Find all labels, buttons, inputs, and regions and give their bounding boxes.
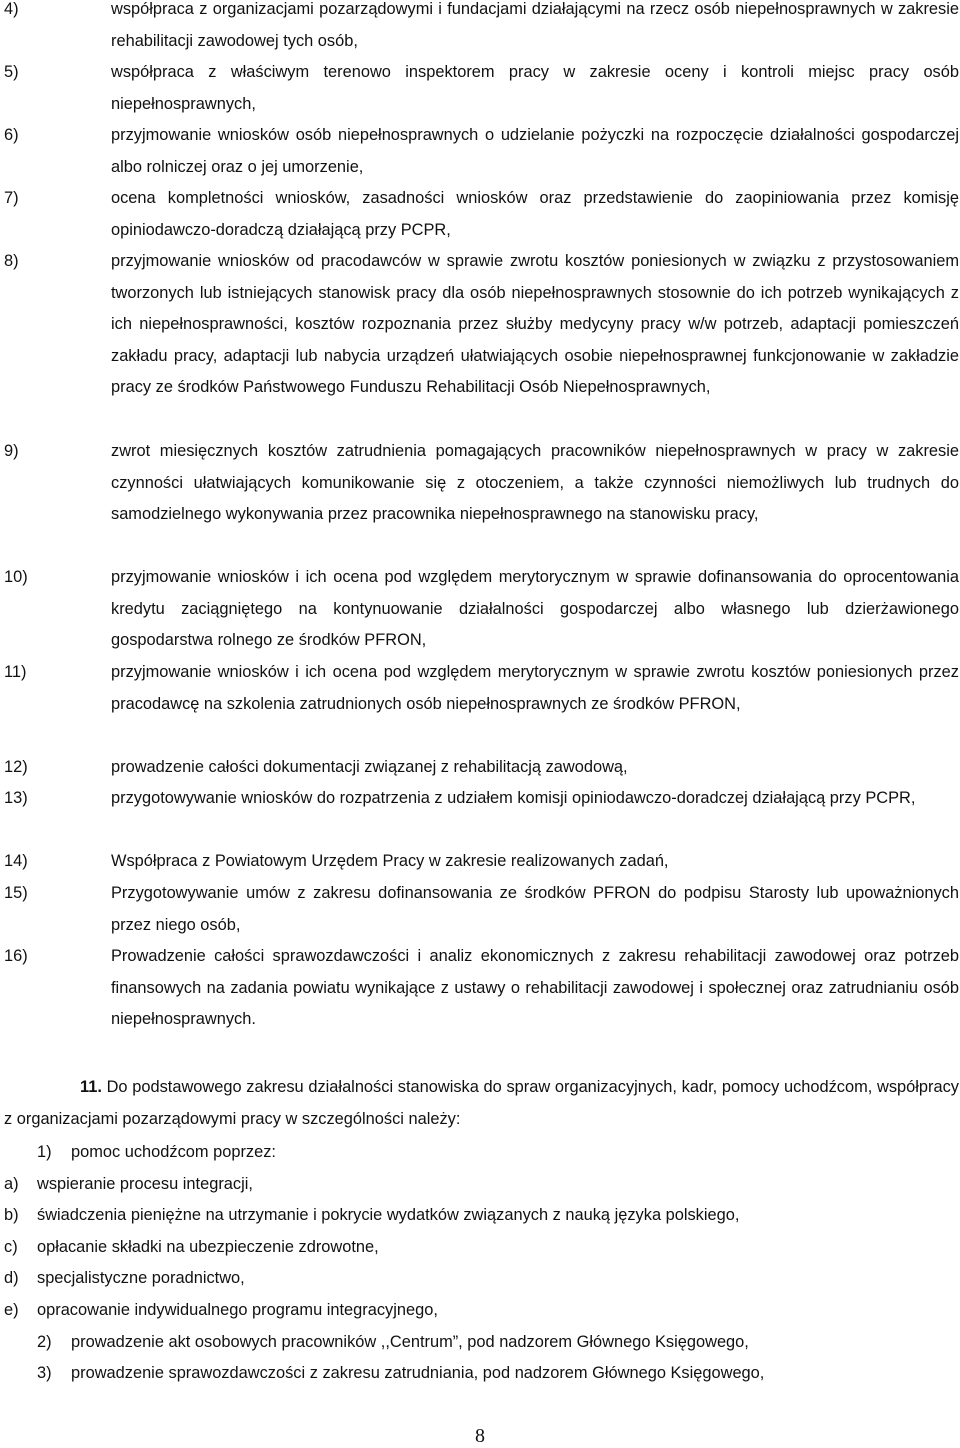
letter-text: opracowanie indywidualnego programu integracyjnego,: [37, 1301, 438, 1319]
item-number: 14): [4, 852, 28, 870]
item-number: 11): [4, 663, 27, 681]
letter-text: specjalistyczne poradnictwo,: [37, 1269, 245, 1287]
item-text: ocena kompletności wniosków, zasadności wniosków oraz przedstawienie do zaopiniowania przez komisję opiniodawczo-doradczą działającą przy PCPR,: [111, 189, 959, 239]
section-text: Do podstawowego zakresu działalności stanowiska do spraw organizacyjnych, kadr, pomocy uchodźcom, współpracy z organizacjami pozarządowymi pracy w szczególności należy:: [4, 1078, 959, 1128]
item-text: przyjmowanie wniosków osób niepełnosprawnych o udzielanie pożyczki na rozpoczęcie działalności gospodarczej albo rolniczej oraz o jej umorzenie,: [111, 126, 959, 176]
letter-text: świadczenia pieniężne na utrzymanie i pokrycie wydatków związanych z nauką języka polskiego,: [37, 1206, 740, 1224]
item-number: 13): [4, 789, 28, 807]
page-number: 8: [475, 1425, 485, 1447]
item-text: przygotowywanie wniosków do rozpatrzenia z udziałem komisji opiniodawczo-doradczej działającą przy PCPR,: [111, 789, 916, 807]
letter-text: wspieranie procesu integracji,: [37, 1175, 253, 1193]
item-number: 8): [4, 252, 19, 270]
item-text: zwrot miesięcznych kosztów zatrudnienia pomagających pracowników niepełnosprawnych w pracy w zakresie czynności ułatwiających komunikowanie się z otoczeniem, a także czynności niemożliwych lub trudnych do samodzielnego wykonywania przez pracownika niepełnosprawnego na stanowisku pracy,: [111, 442, 959, 523]
letter-item: [4, 1295, 959, 1326]
sub-item: [37, 1137, 276, 1168]
sub-item-text: pomoc uchodźcom poprzez:: [71, 1143, 276, 1161]
letter-item: [4, 1263, 959, 1294]
sub-item-number: 1): [37, 1143, 52, 1161]
item-number: 12): [4, 758, 28, 776]
item-number: 16): [4, 947, 28, 965]
section-paragraph: [4, 1071, 959, 1135]
item-number: 4): [4, 0, 19, 18]
letter-label: c): [4, 1238, 18, 1256]
sub-item-number: 2): [37, 1333, 52, 1351]
letter-item: [4, 1232, 959, 1263]
item-text: przyjmowanie wniosków i ich ocena pod względem merytorycznym w sprawie dofinansowania do oprocentowania kredytu zaciągniętego na kontynuowanie działalności gospodarczej albo własnego lub dzierżawionego gospodarstwa rolnego ze środków PFRON,: [111, 568, 959, 649]
letter-label: e): [4, 1301, 19, 1319]
section-number: 11.: [80, 1078, 102, 1096]
sub-item: [37, 1327, 749, 1358]
item-number: 6): [4, 126, 19, 144]
item-text: współpraca z właściwym terenowo inspektorem pracy w zakresie oceny i kontroli miejsc pracy osób niepełnosprawnych,: [111, 63, 959, 113]
item-text: przyjmowanie wniosków od pracodawców w sprawie zwrotu kosztów poniesionych w związku z przystosowaniem tworzonych lub istniejących stanowisk pracy dla osób niepełnosprawnych stosownie do ich potrzeb wynikających z ich niepełnosprawności, kosztów rozpoznania przez służby medycyny pracy w/w potrzeb, adaptacji pomieszczeń zakładu pracy, adaptacji lub nabycia urządzeń ułatwiających osobie niepełnosprawnej funkcjonowanie w zakładzie pracy ze środków Państwowego Funduszu Rehabilitacji Osób Niepełnosprawnych,: [111, 252, 959, 396]
item-text: Przygotowywanie umów z zakresu dofinansowania ze środków PFRON do podpisu Starosty lub upoważnionych przez niego osób,: [111, 884, 959, 934]
item-number: 7): [4, 189, 19, 207]
item-text: współpraca z organizacjami pozarządowymi i fundacjami działającymi na rzecz osób niepełnosprawnych w zakresie rehabilitacji zawodowej tych osób,: [111, 0, 959, 50]
item-text: Prowadzenie całości sprawozdawczości i analiz ekonomicznych z zakresu rehabilitacji zawodowej oraz potrzeb finansowych na zadania powiatu wynikające z ustawy o rehabilitacji zawodowej i społecznej oraz zatrudnianiu osób niepełnosprawnych.: [111, 947, 959, 1028]
sub-item-number: 3): [37, 1364, 52, 1382]
sub-item-text: prowadzenie sprawozdawczości z zakresu zatrudniania, pod nadzorem Głównego Księgowego,: [71, 1364, 765, 1382]
letter-label: d): [4, 1269, 19, 1287]
item-text: prowadzenie całości dokumentacji związanej z rehabilitacją zawodową,: [111, 758, 628, 776]
letter-text: opłacanie składki na ubezpieczenie zdrowotne,: [37, 1238, 379, 1256]
item-number: 5): [4, 63, 19, 81]
letter-label: b): [4, 1206, 19, 1224]
item-text: Współpraca z Powiatowym Urzędem Pracy w zakresie realizowanych zadań,: [111, 852, 669, 870]
letter-label: a): [4, 1175, 19, 1193]
item-number: 15): [4, 884, 28, 902]
item-text: przyjmowanie wniosków i ich ocena pod względem merytorycznym w sprawie zwrotu kosztów poniesionych przez pracodawcę na szkolenia zatrudnionych osób niepełnosprawnych ze środków PFRON,: [111, 663, 959, 713]
sub-item: [37, 1358, 764, 1389]
sub-item-text: prowadzenie akt osobowych pracowników ,,Centrum”, pod nadzorem Głównego Księgowego,: [71, 1333, 749, 1351]
item-number: 10): [4, 568, 28, 586]
item-number: 9): [4, 442, 19, 460]
letter-item: [4, 1169, 959, 1200]
letter-item: [4, 1200, 959, 1231]
